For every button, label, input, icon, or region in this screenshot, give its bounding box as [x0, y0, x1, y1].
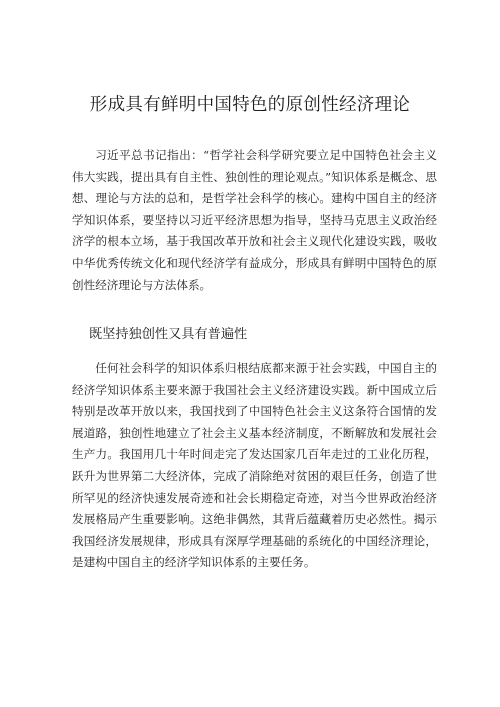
document-title: 形成具有鲜明中国特色的原创性经济理论 — [89, 95, 411, 115]
section-heading: 既坚持独创性又具有普遍性 — [89, 327, 248, 342]
body-paragraph-intro: 习近平总书记指出：“哲学社会科学研究要立足中国特色社会主义伟大实践，提出具有自主性、独创性的理论观点。”知识体系是概念、思想、理论与方法的总和，是哲学社会科学的核心。建构中国自主的经济学知识体系，要坚持以习近平经济思想为指导，坚持马克思主义政治经济学的根本立场，基于我国改革开放和社会主义现代化建设实践，吸收中华优秀传统文化和现代经济学有益成分，形成具有鲜明中国特色的原创性经济理论与方法体系。 — [72, 148, 437, 292]
body-paragraph-section: 任何社会科学的知识体系归根结底都来源于社会实践，中国自主的经济学知识体系主要来源于我国社会主义经济建设实践。新中国成立后特别是改革开放以来，我国找到了中国特色社会主义这条符合国情的发展道路，独创性地建立了社会主义基本经济制度，不断解放和发展社会生产力。我国用几十年时间走完了发达国家几百年走过的工业化历程，跃升为世界第二大经济体，完成了消除绝对贫困的艰巨任务，创造了世所罕见的经济快速发展奇迹和社会长期稳定奇迹，对当今世界政治经济发展格局产生重要影响。这绝非偶然，其背后蕴藏着历史必然性。揭示我国经济发展规律，形成具有深厚学理基础的系统化的中国经济理论，是建构中国自主的经济学知识体系的主要任务。 — [72, 361, 437, 570]
